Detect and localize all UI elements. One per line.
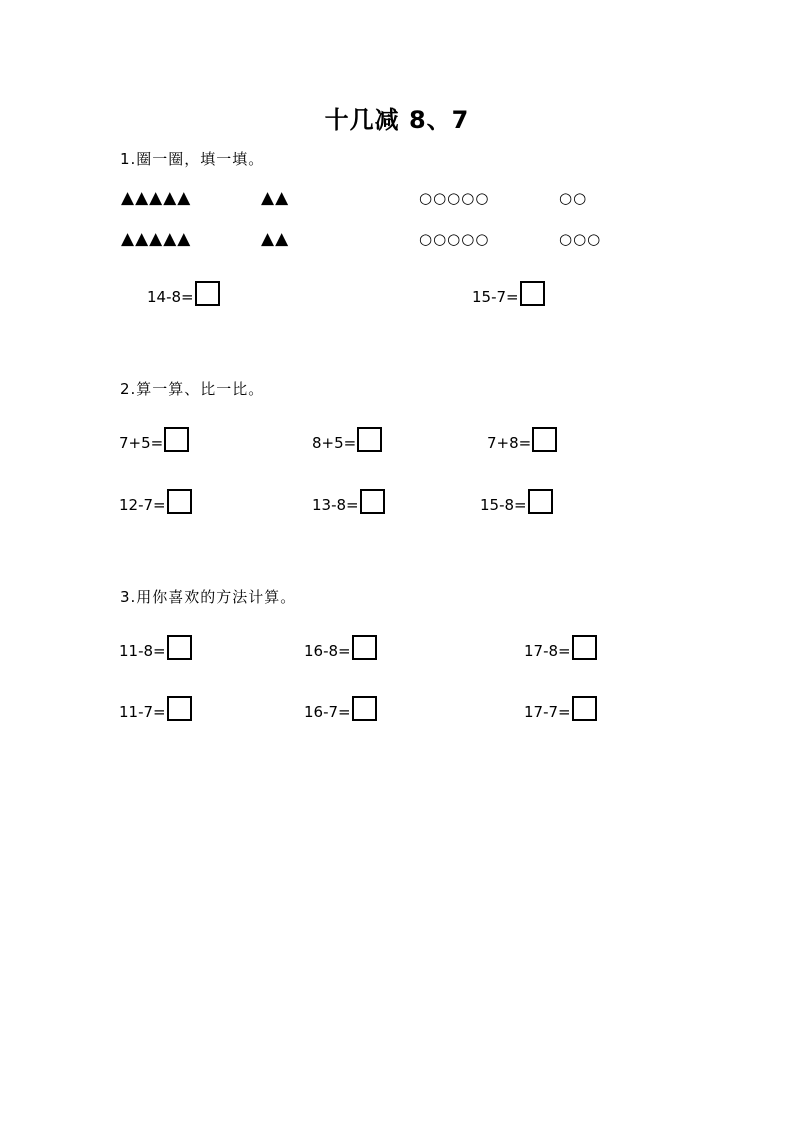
question-3-heading: 3.用你喜欢的方法计算。 <box>120 588 297 606</box>
equation-text: 16-8= <box>304 642 351 660</box>
answer-box[interactable] <box>167 489 192 514</box>
answer-box[interactable] <box>167 635 192 660</box>
equation-text: 17-7= <box>524 703 571 721</box>
equation-text: 7+5= <box>119 434 164 452</box>
equation <box>480 489 553 514</box>
equation-text: 8+5= <box>312 434 357 452</box>
equation <box>119 489 192 514</box>
answer-box[interactable] <box>352 635 377 660</box>
triangle-group: ▲▲▲▲▲ <box>121 188 192 208</box>
page-title: 十几减 8、7 <box>324 106 470 134</box>
equation-text: 15-8= <box>480 496 527 514</box>
equation <box>119 427 189 452</box>
answer-box[interactable] <box>357 427 382 452</box>
answer-box[interactable] <box>352 696 377 721</box>
equation <box>312 427 382 452</box>
equation-text: 17-8= <box>524 642 571 660</box>
equation <box>147 281 220 306</box>
circle-group: ○○○ <box>559 230 602 248</box>
equation <box>312 489 385 514</box>
equation <box>487 427 557 452</box>
equation <box>304 696 377 721</box>
answer-box[interactable] <box>164 427 189 452</box>
equation-text: 7+8= <box>487 434 532 452</box>
circle-group: ○○○○○ <box>419 230 490 248</box>
circle-group: ○○○○○ <box>419 189 490 207</box>
answer-box[interactable] <box>195 281 220 306</box>
answer-box[interactable] <box>572 635 597 660</box>
answer-box[interactable] <box>167 696 192 721</box>
answer-box[interactable] <box>572 696 597 721</box>
equation <box>119 696 192 721</box>
triangle-group: ▲▲▲▲▲ <box>121 229 192 249</box>
triangle-group: ▲▲ <box>261 188 290 208</box>
triangle-group: ▲▲ <box>261 229 290 249</box>
equation <box>304 635 377 660</box>
equation-text: 11-7= <box>119 703 166 721</box>
circle-group: ○○ <box>559 189 588 207</box>
answer-box[interactable] <box>528 489 553 514</box>
answer-box[interactable] <box>532 427 557 452</box>
equation <box>119 635 192 660</box>
equation-text: 16-7= <box>304 703 351 721</box>
equation <box>472 281 545 306</box>
equation-text: 15-7= <box>472 288 519 306</box>
equation-text: 14-8= <box>147 288 194 306</box>
equation <box>524 696 597 721</box>
answer-box[interactable] <box>360 489 385 514</box>
question-1-heading: 1.圈一圈，填一填。 <box>120 150 265 168</box>
equation-text: 13-8= <box>312 496 359 514</box>
equation-text: 11-8= <box>119 642 166 660</box>
equation <box>524 635 597 660</box>
question-2-heading: 2.算一算、比一比。 <box>120 380 265 398</box>
equation-text: 12-7= <box>119 496 166 514</box>
answer-box[interactable] <box>520 281 545 306</box>
